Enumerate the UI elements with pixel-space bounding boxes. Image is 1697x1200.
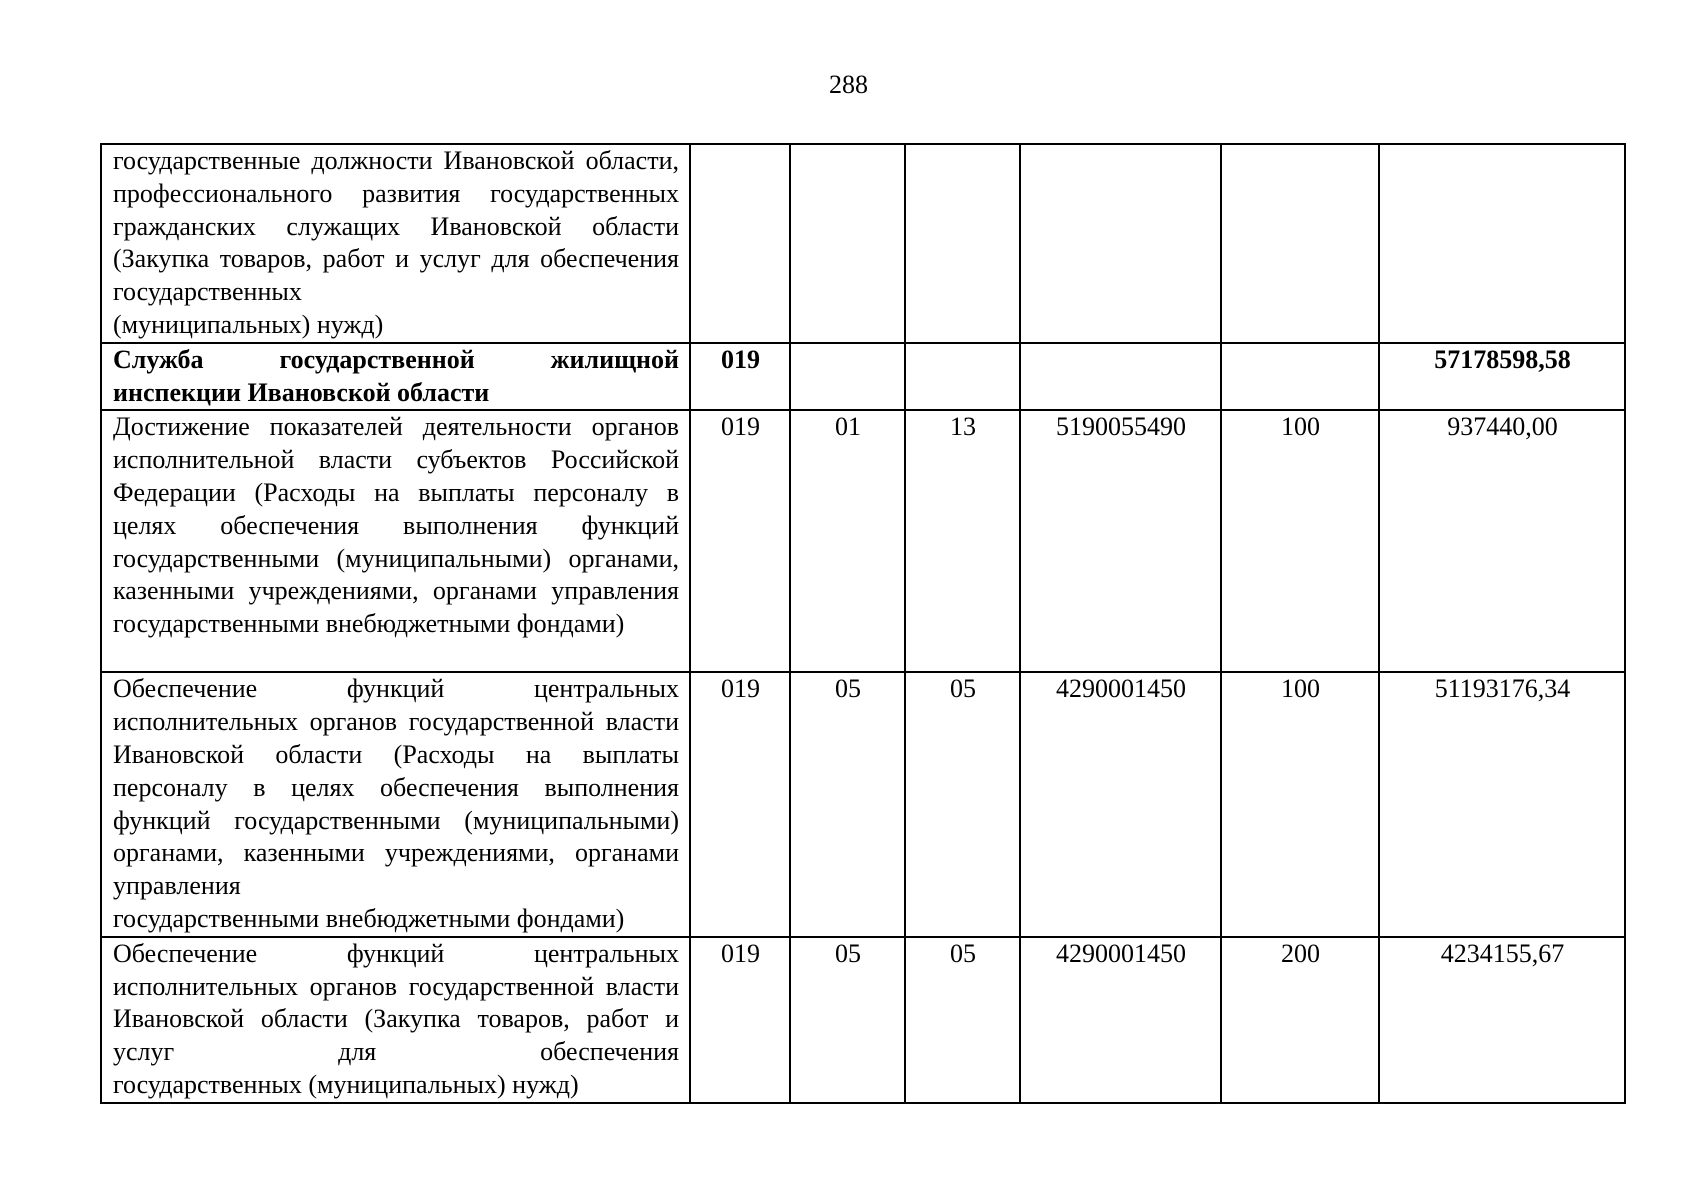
target-cell: 4290001450 — [1020, 937, 1221, 1103]
row-name-cell — [101, 672, 690, 936]
table-row — [101, 937, 1625, 1103]
table-row — [101, 672, 1625, 936]
subsection-cell: 05 — [905, 672, 1020, 936]
code-cell: 019 — [690, 410, 790, 672]
row-name-cell — [101, 144, 690, 343]
section-cell: 01 — [790, 410, 905, 672]
section-cell — [790, 343, 905, 411]
row-name-tail: государственными внебюджетными фондами) — [113, 609, 625, 639]
row-name-cell — [101, 343, 690, 411]
row-name-cell — [101, 937, 690, 1103]
subsection-cell: 13 — [905, 410, 1020, 672]
table-row — [101, 144, 1625, 343]
code-cell: 019 — [690, 343, 790, 411]
amount-cell: 937440,00 — [1379, 410, 1625, 672]
budget-table — [100, 143, 1626, 1104]
section-cell — [790, 144, 905, 343]
code-cell — [690, 144, 790, 343]
target-cell: 5190055490 — [1020, 410, 1221, 672]
row-name-tail: государственными внебюджетными фондами) — [113, 903, 625, 933]
row-name-text: Обеспечение функций центральных исполнительных органов государственной власти Ивановской области (Расходы на выплаты персоналу в целях обеспечения выполнения функций государственными (муниципальными) органами, казенными учреждениями, органами управления — [113, 674, 679, 901]
row-name-tail: государственных (муниципальных) нужд) — [113, 1069, 579, 1099]
page-number: 288 — [829, 70, 868, 99]
expense-type-cell: 100 — [1221, 410, 1379, 672]
code-cell: 019 — [690, 672, 790, 936]
target-cell — [1020, 343, 1221, 411]
row-name-tail: (муниципальных) нужд) — [113, 309, 384, 339]
row-name-cell — [101, 410, 690, 672]
section-cell: 05 — [790, 937, 905, 1103]
row-name-text: государственные должности Ивановской области, профессионального развития государственных гражданских служащих Ивановской области (Закупка товаров, работ и услуг для обеспечения государственных — [113, 146, 679, 307]
subsection-cell — [905, 343, 1020, 411]
expense-type-cell: 100 — [1221, 672, 1379, 936]
subsection-cell — [905, 144, 1020, 343]
target-cell — [1020, 144, 1221, 343]
target-cell: 4290001450 — [1020, 672, 1221, 936]
amount-cell: 4234155,67 — [1379, 937, 1625, 1103]
row-name-text: Достижение показателей деятельности органов исполнительной власти субъектов Российской Федерации (Расходы на выплаты персоналу в целях обеспечения выполнения функций государственными (муниципальными) органами, казенными учреждениями, органами управления — [113, 412, 679, 606]
expense-type-cell: 200 — [1221, 937, 1379, 1103]
row-name-tail: инспекции Ивановской области — [113, 377, 490, 407]
amount-cell: 57178598,58 — [1379, 343, 1625, 411]
expense-type-cell — [1221, 144, 1379, 343]
table-row — [101, 410, 1625, 672]
subsection-cell: 05 — [905, 937, 1020, 1103]
code-cell: 019 — [690, 937, 790, 1103]
amount-cell — [1379, 144, 1625, 343]
row-name-text: Служба государственной жилищной — [113, 344, 679, 374]
section-cell: 05 — [790, 672, 905, 936]
row-name-text: Обеспечение функций центральных исполнительных органов государственной власти Ивановской области (Закупка товаров, работ и услуг для обеспечения — [113, 938, 679, 1067]
expense-type-cell — [1221, 343, 1379, 411]
amount-cell: 51193176,34 — [1379, 672, 1625, 936]
table-row — [101, 343, 1625, 411]
